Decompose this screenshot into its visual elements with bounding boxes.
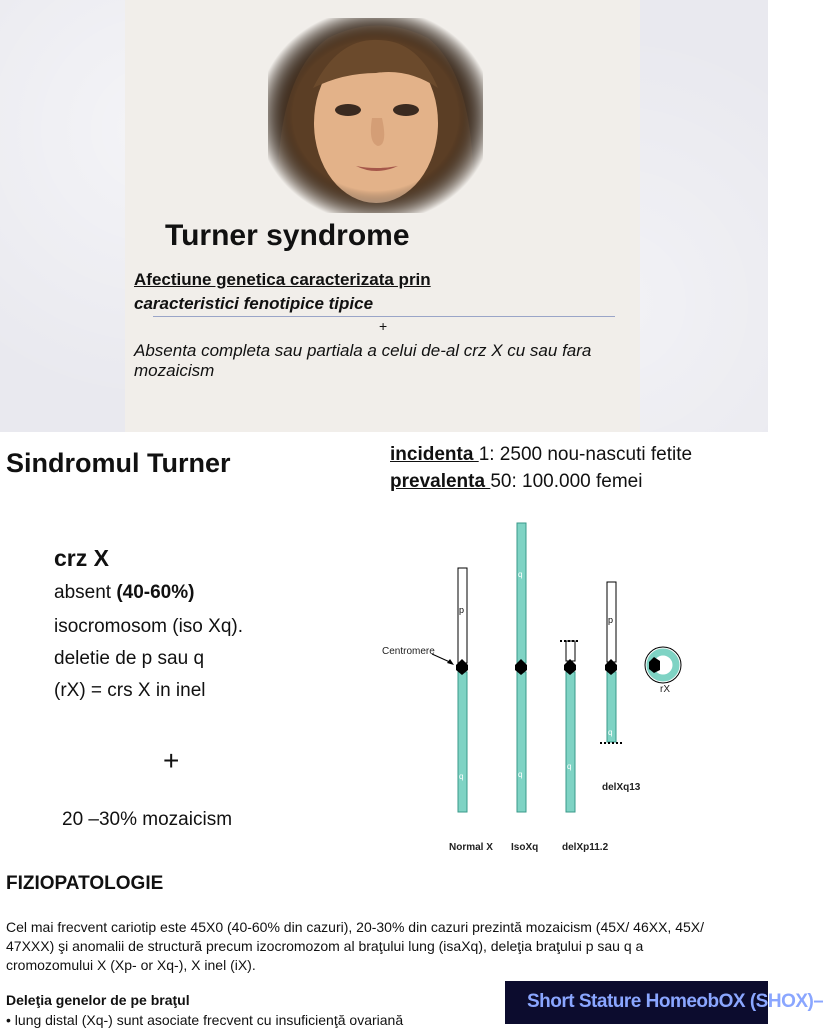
divider bbox=[153, 316, 615, 317]
chromosome-delxp bbox=[560, 641, 580, 812]
mozaicism-text: 20 –30% mozaicism bbox=[62, 809, 233, 830]
crz-item-text: deletie de p sau q bbox=[54, 648, 205, 669]
deletia-heading: Deleţia genelor de pe braţul bbox=[6, 992, 190, 1008]
crz-item-text: isocromosom (iso Xq). bbox=[54, 616, 243, 637]
chromosome-delxq bbox=[600, 582, 624, 743]
arm-q-label: q bbox=[608, 728, 613, 737]
label-delxq: delXq13 bbox=[602, 782, 641, 793]
crz-item-text: (rX) = crs X in inel bbox=[54, 680, 206, 701]
section-heading: FIZIOPATOLOGIE bbox=[6, 873, 164, 894]
slide-2-title: Sindromul Turner bbox=[6, 448, 231, 478]
chromosome-isoxq bbox=[515, 523, 527, 812]
incidenta bbox=[390, 444, 692, 466]
crz-item bbox=[54, 648, 204, 670]
fiziopatologie-paragraph: Cel mai frecvent cariotip este 45X0 (40-60% din cazuri), 20-30% din cazuri prezintă mozaicism (45X/ 46XX, 45X/ 47XXX) şi anomalii de structură precum izocromozom al braţului lung (isaXq), deleţia braţului p sau q a cromozomului X (Xp- or Xq-), X inel (iX). bbox=[6, 919, 704, 973]
crz-heading: crz X bbox=[54, 545, 109, 571]
absent-text: Absenta completa sau partiala a celui de-al crz X cu sau fara mozaicism bbox=[134, 341, 592, 380]
prevalenta-value: 50: 100.000 femei bbox=[490, 471, 643, 492]
label-normal-x: Normal X bbox=[449, 842, 493, 853]
incidenta-label: incidenta bbox=[390, 444, 479, 465]
definition-line-2: caracteristici fenotipice tipice bbox=[134, 294, 374, 313]
plus-sign-large: + bbox=[163, 745, 180, 776]
shox-title: Short Stature HomeobOX (SHOX)– bbox=[527, 991, 823, 1012]
incidenta-value: 1: 2500 nou-nascuti fetite bbox=[478, 444, 693, 465]
arm-q-label: q bbox=[518, 770, 523, 779]
chromosome-normal-x bbox=[456, 568, 468, 812]
bullet-item: • lung distal (Xq-) sunt asociate frecvent cu insuficienţă ovariană bbox=[6, 1012, 404, 1028]
chromosome-diagram bbox=[370, 515, 700, 860]
centromere-label: Centromere bbox=[382, 646, 435, 657]
plus-sign: + bbox=[379, 318, 388, 334]
crz-item bbox=[54, 582, 194, 604]
slide-1-title: Turner syndrome bbox=[165, 219, 410, 252]
crz-item-bold: (40-60%) bbox=[116, 582, 195, 603]
portrait-photo bbox=[268, 18, 483, 213]
crz-item bbox=[54, 616, 243, 638]
arm-q-label: q bbox=[518, 570, 523, 579]
shox-banner bbox=[505, 981, 823, 1024]
prevalenta-label: prevalenta bbox=[390, 471, 491, 492]
slide-1 bbox=[0, 0, 768, 432]
chromosome-ring-x bbox=[645, 647, 681, 683]
label-isoxq: IsoXq bbox=[511, 842, 539, 853]
arm-q-label: q bbox=[567, 762, 572, 771]
label-rx: rX bbox=[660, 684, 670, 695]
definition-line-1: Afectiune genetica caracterizata prin bbox=[134, 270, 431, 289]
arm-q-label: q bbox=[459, 772, 464, 781]
prevalenta bbox=[390, 471, 642, 493]
arm-p-label: p bbox=[459, 605, 465, 615]
label-delxp: delXp11.2 bbox=[562, 842, 609, 853]
crz-item bbox=[54, 680, 206, 702]
crz-item-text: absent bbox=[54, 582, 117, 603]
arm-p-label: p bbox=[608, 615, 614, 625]
